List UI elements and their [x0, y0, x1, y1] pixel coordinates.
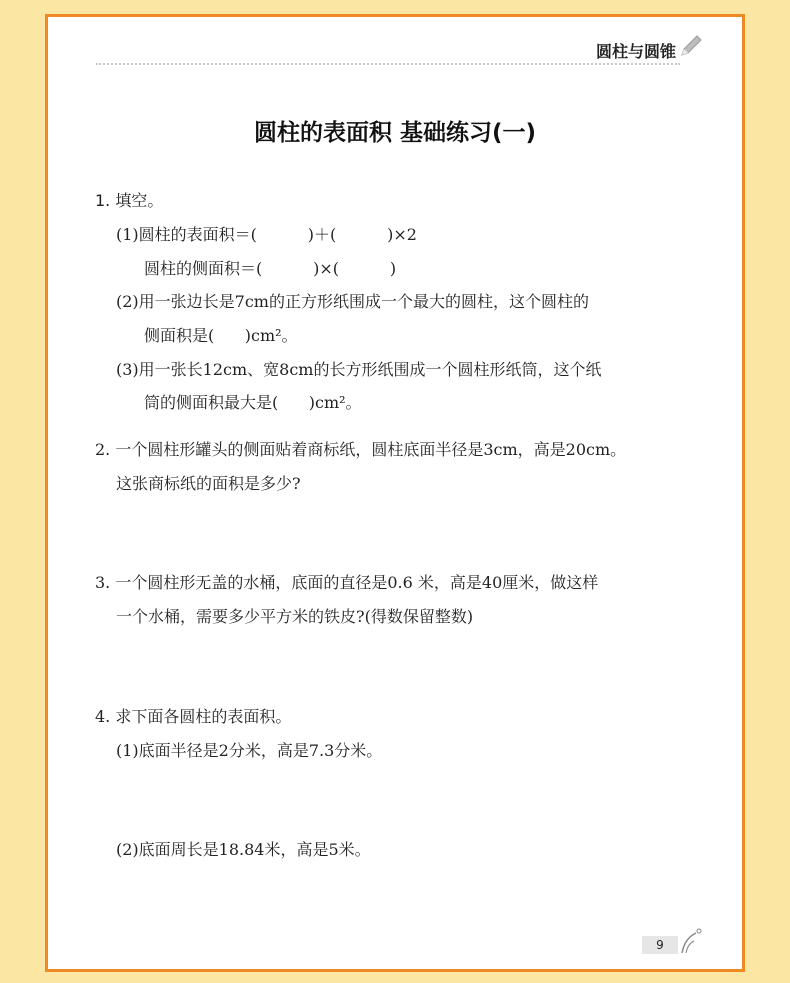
q1-heading: 1. 填空。 — [95, 191, 164, 210]
q1-item2-line1: (2)用一张边长是7cm的正方形纸围成一个最大的圆柱，这个圆柱的 — [116, 292, 589, 311]
q4-item2: (2)底面周长是18.84米，高是5米。 — [116, 840, 371, 859]
q1-item1-line2: 圆柱的侧面积＝( )×( ) — [144, 259, 397, 278]
section-header: 圆柱与圆锥 — [595, 42, 676, 61]
q1-item1-line1: (1)圆柱的表面积＝( )＋( )×2 — [116, 225, 417, 244]
q1-item3-line1: (3)用一张长12cm、宽8cm的长方形纸围成一个圆柱形纸筒，这个纸 — [116, 360, 602, 379]
q4-heading: 4. 求下面各圆柱的表面积。 — [95, 707, 292, 726]
pencil-icon — [678, 33, 704, 59]
q1-item3-line2: 筒的侧面积最大是( )cm²。 — [144, 393, 362, 412]
page-title: 圆柱的表面积 基础练习(一) — [253, 120, 537, 146]
q1-item2-line2: 侧面积是( )cm²。 — [144, 326, 298, 345]
q2-line1: 2. 一个圆柱形罐头的侧面贴着商标纸，圆柱底面半径是3cm，高是20cm。 — [95, 440, 627, 459]
q3-line1: 3. 一个圆柱形无盖的水桶，底面的直径是0.6 米，高是40厘米，做这样 — [95, 573, 599, 592]
q4-item1: (1)底面半径是2分米，高是7.3分米。 — [116, 741, 383, 760]
page-number: 9 — [642, 936, 678, 954]
worksheet-page — [45, 14, 745, 972]
q3-line2: 一个水桶，需要多少平方米的铁皮?(得数保留整数) — [116, 607, 474, 626]
header-divider — [96, 63, 680, 65]
q2-line2: 这张商标纸的面积是多少? — [116, 474, 301, 493]
swirl-ornament-icon — [678, 925, 706, 955]
